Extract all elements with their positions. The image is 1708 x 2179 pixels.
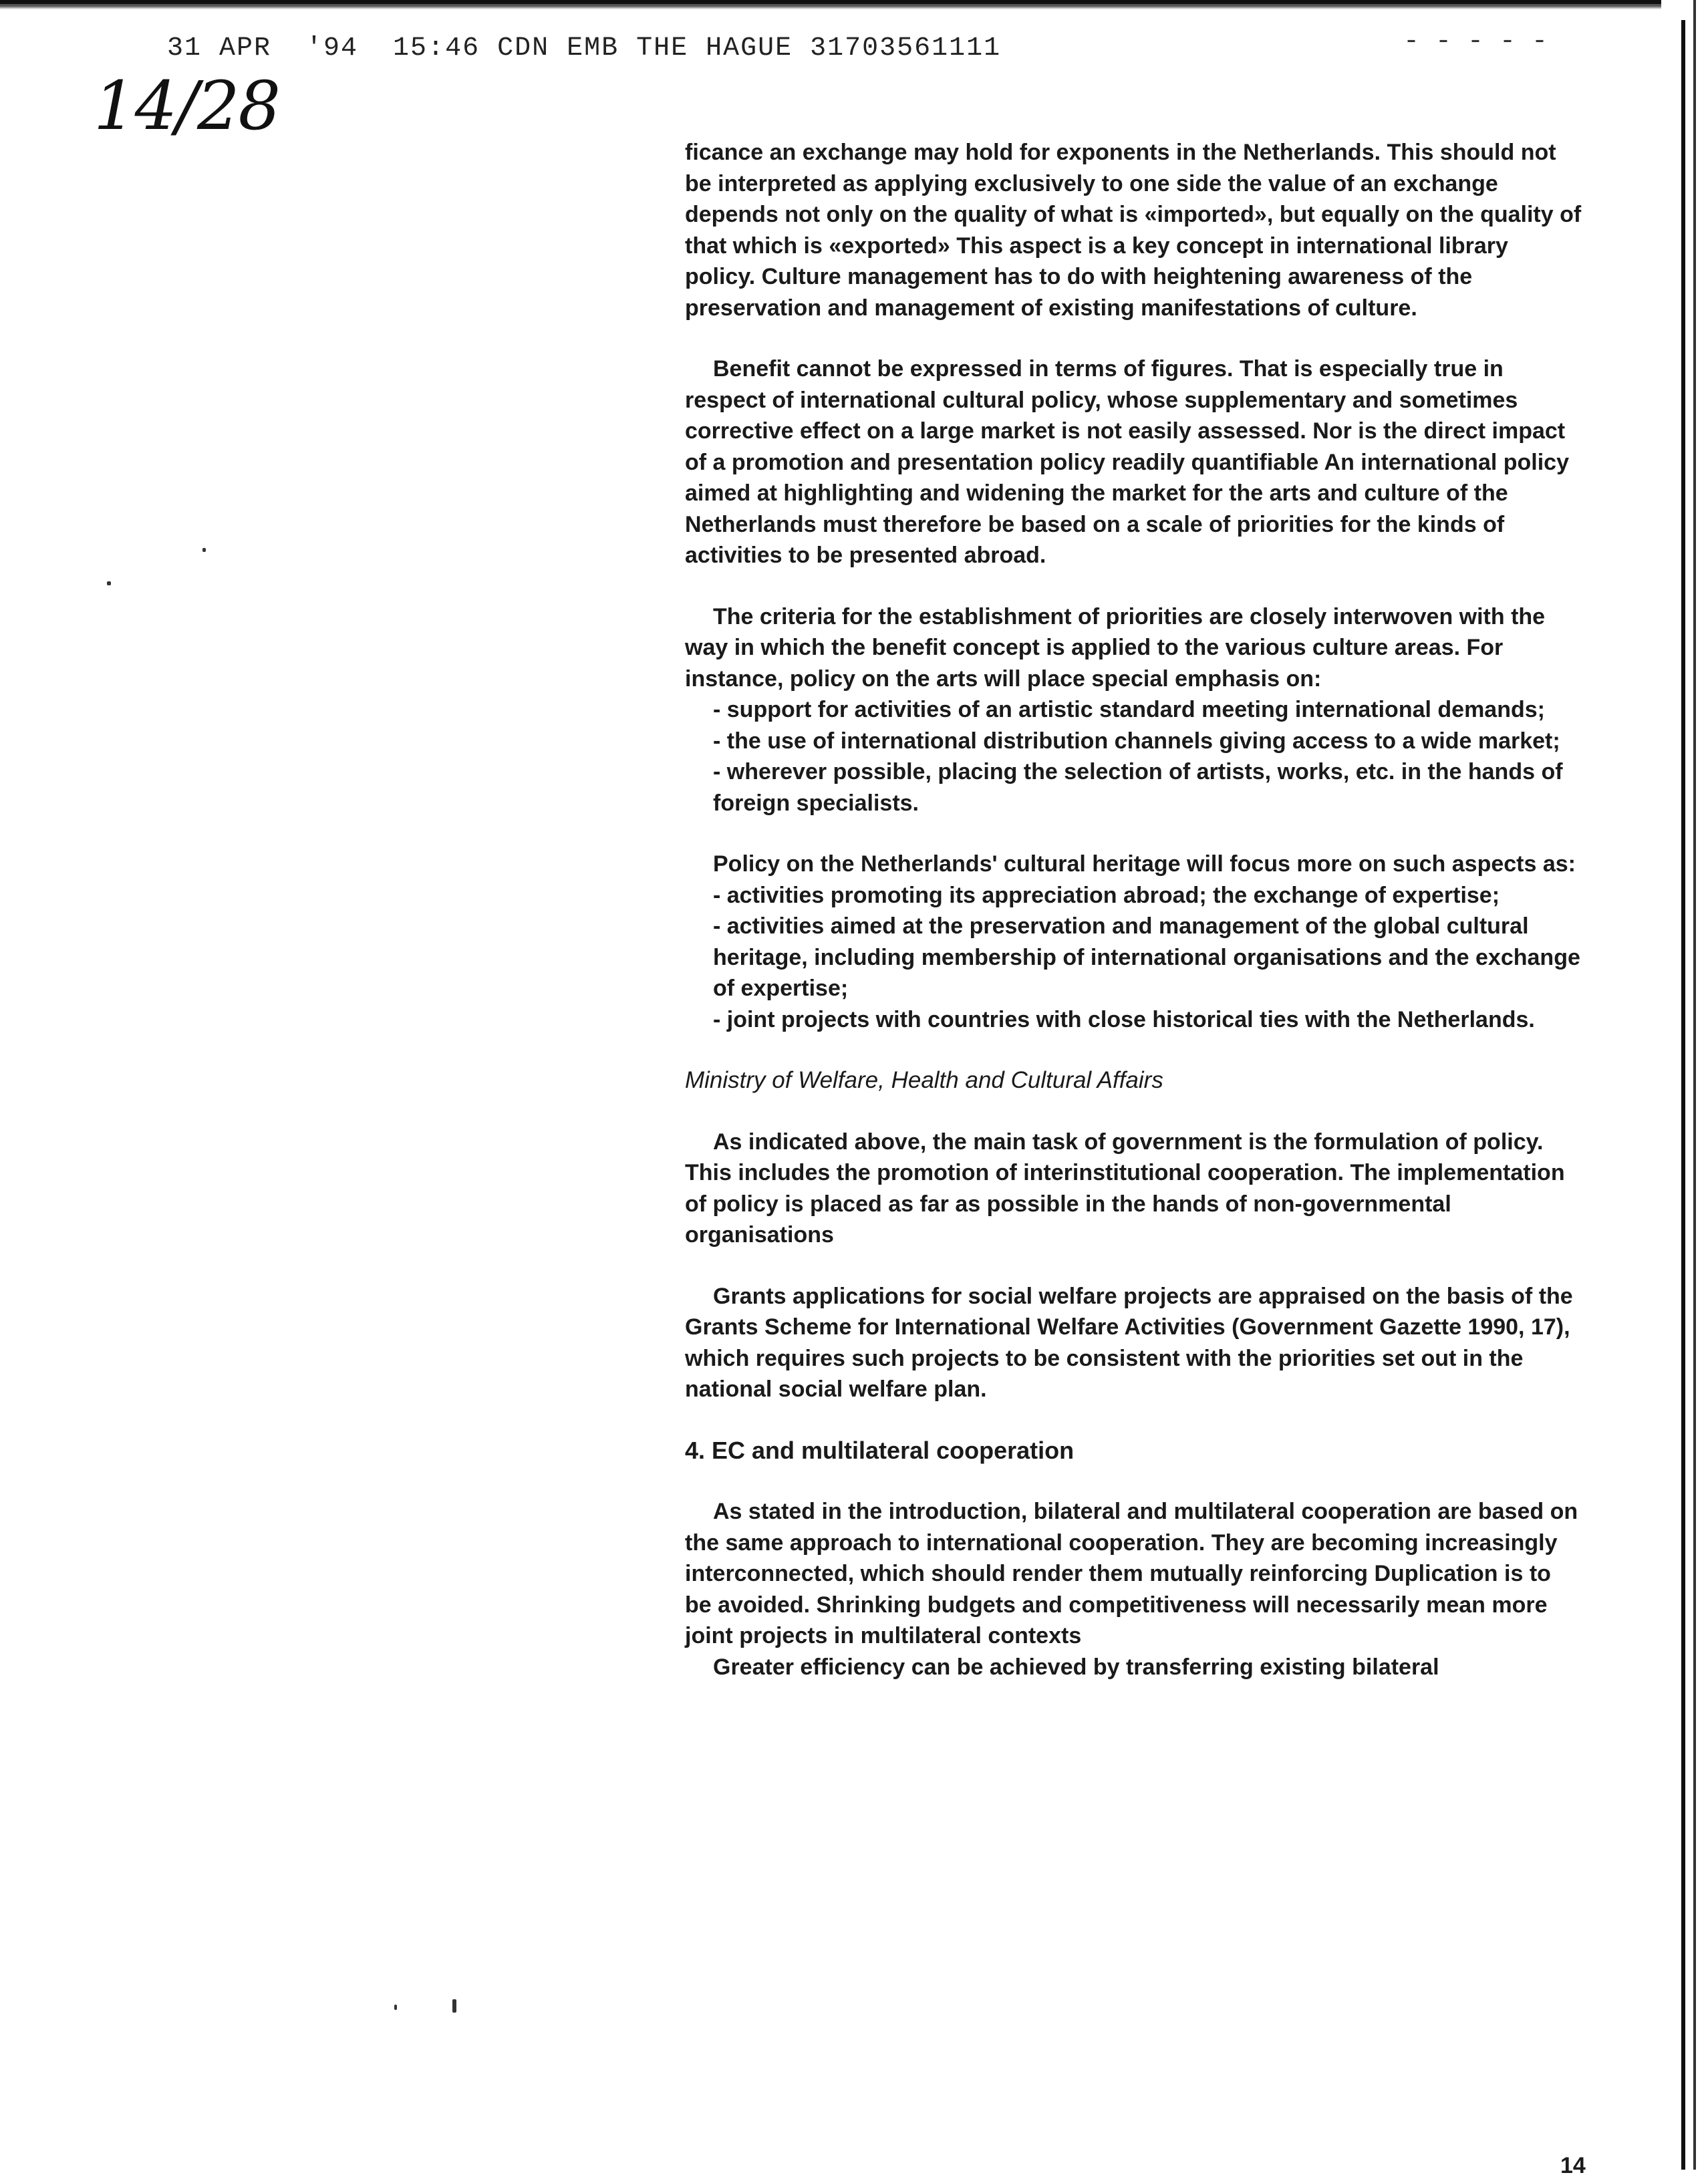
scan-edge-line-outer: [1693, 0, 1696, 2170]
scan-top-border: [0, 0, 1708, 9]
document-body: [685, 137, 1584, 1713]
list-item: - activities promoting its appreciation abroad; the exchange of expertise;: [713, 882, 1500, 908]
paragraph-grants: Grants applications for social welfare projects are appraised on the basis of the Grants Scheme for International Welfare Activities (Government Gazette 1990, 17), which requires such projects to be consistent with the priorities set out in the national social welfare plan.: [685, 1283, 1573, 1402]
paragraph-exchange-significance: ficance an exchange may hold for exponents in the Netherlands. This should not be interpreted as applying exclusively to one side the value of an exchange depends not only on the quality of what is «imported», but equally on the quality of that which is «exported» This aspect is a key concept in international library policy. Culture management has to do with heightening awareness of the preservation and management of existing manifestations of culture.: [685, 140, 1582, 321]
handwritten-page-note: 14/28: [94, 67, 280, 145]
paragraph-benefit: Benefit cannot be expressed in terms of figures. That is especially true in respect of international cultural policy, whose supplementary and sometimes corrective effect on a large market is not easily assessed. Nor is the direct impact of a promotion and presentation policy readily quantifiable An international policy aimed at highlighting and widening the market for the arts and culture of the Netherlands must therefore be based on a scale of priorities for the kinds of activities to be presented abroad.: [685, 356, 1569, 568]
paragraph-multilateral: As stated in the introduction, bilateral and multilateral cooperation are based on the same approach to international cooperation. They are becoming increasingly interconnected, which should render them mutually reinforcing Duplication is to be avoided. Shrinking budgets and competitiveness will necessarily mean more joint projects in multilateral contexts: [685, 1499, 1578, 1648]
list-item: - the use of international distribution channels giving access to a wide market;: [713, 728, 1560, 754]
section-heading: 4. EC and multilateral cooperation: [685, 1436, 1075, 1464]
fax-header-right-mark: - - - - -: [1403, 27, 1548, 57]
paragraph-government-task: As indicated above, the main task of government is the formulation of policy. This includes the promotion of interinstitutional cooperation. The implementation of policy is placed as far as possible in the hands of non-governmental organisations: [685, 1129, 1565, 1248]
section4-block: [685, 1496, 1584, 1683]
scan-speck: [202, 548, 206, 552]
scan-edge-line-inner: [1681, 20, 1685, 2170]
scan-speck: [107, 581, 111, 585]
scan-speck: [452, 1999, 456, 2013]
page-number: 14: [1560, 2153, 1586, 2178]
ministry-heading: Ministry of Welfare, Health and Cultural Affairs: [685, 1067, 1163, 1093]
list-item: - joint projects with countries with close historical ties with the Netherlands.: [713, 1006, 1535, 1032]
criteria-block: [685, 601, 1584, 819]
list-item: - support for activities of an artistic standard meeting international demands;: [713, 697, 1545, 722]
paragraph-efficiency: Greater efficiency can be achieved by transferring existing bilateral: [713, 1654, 1439, 1680]
list-item: - activities aimed at the preservation and management of the global cultural heritage, including membership of international organisations and the exchange of expertise;: [713, 913, 1580, 1001]
list-item: - wherever possible, placing the selection of artists, works, etc. in the hands of foreign specialists.: [713, 759, 1563, 816]
scan-right-edge: [1661, 0, 1708, 2170]
heritage-intro: Policy on the Netherlands' cultural heritage will focus more on such aspects as:: [713, 851, 1576, 877]
scan-speck: [394, 2005, 397, 2010]
fax-transmission-header: 31 APR '94 15:46 CDN EMB THE HAGUE 31703561111: [167, 33, 1002, 63]
heritage-block: [685, 849, 1584, 1035]
criteria-intro: The criteria for the establishment of priorities are closely interwoven with the way in which the benefit concept is applied to the various culture areas. For instance, policy on the arts will place special emphasis on:: [685, 603, 1546, 692]
